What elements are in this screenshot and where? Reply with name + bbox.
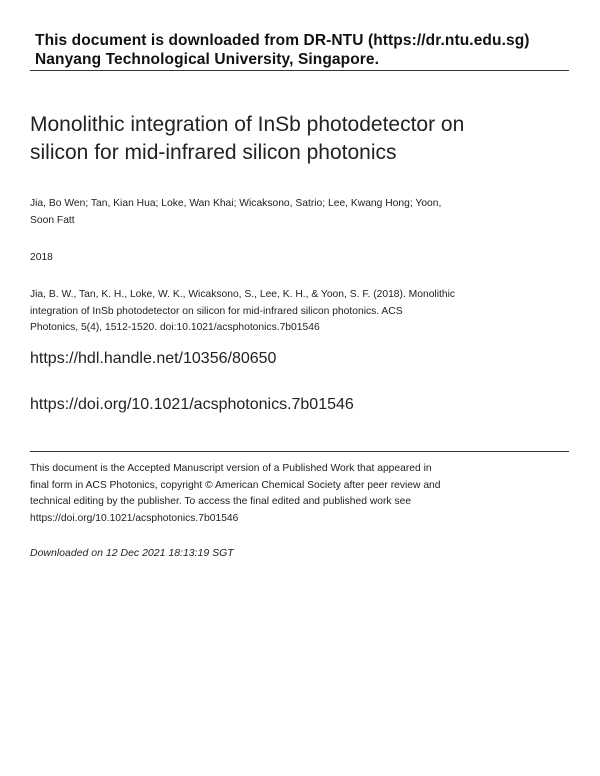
publication-year: 2018: [30, 252, 53, 263]
paper-title-line-1: Monolithic integration of InSb photodetector on: [30, 113, 465, 136]
handle-link[interactable]: https://hdl.handle.net/10356/80650: [30, 350, 277, 367]
citation: [30, 287, 455, 337]
download-timestamp: Downloaded on 12 Dec 2021 18:13:19 SGT: [30, 547, 234, 559]
copyright-notice: [30, 461, 441, 527]
section-divider: [30, 451, 569, 452]
header-divider: [30, 70, 569, 71]
copyright-notice-line-1: This document is the Accepted Manuscript version of a Published Work that appeared in: [30, 463, 432, 474]
repository-header-line-1: This document is downloaded from DR-NTU (https://dr.ntu.edu.sg): [35, 32, 530, 49]
author-list-line-1: Jia, Bo Wen; Tan, Kian Hua; Loke, Wan Khai; Wicaksono, Satrio; Lee, Kwang Hong; Yoon,: [30, 198, 442, 209]
citation-line-3: Photonics, 5(4), 1512-1520. doi:10.1021/acsphotonics.7b01546: [30, 322, 320, 333]
copyright-notice-line-2: final form in ACS Photonics, copyright © American Chemical Society after peer review and: [30, 479, 441, 491]
author-list-line-2: Soon Fatt: [30, 214, 75, 226]
author-list: [30, 196, 441, 229]
copyright-notice-line-4: https://doi.org/10.1021/acsphotonics.7b01546: [30, 512, 239, 524]
repository-header-line-2: Nanyang Technological University, Singapore.: [35, 51, 380, 68]
paper-title-line-2: silicon for mid-infrared silicon photonics: [30, 141, 397, 164]
citation-line-2: integration of InSb photodetector on silicon for mid-infrared silicon photonics. ACS: [30, 305, 403, 317]
copyright-notice-line-3: technical editing by the publisher. To access the final edited and published work see: [30, 496, 412, 507]
paper-title: [30, 111, 550, 167]
citation-line-1: Jia, B. W., Tan, K. H., Loke, W. K., Wicaksono, S., Lee, K. H., & Yoon, S. F. (2018). Monolithic: [30, 289, 456, 300]
doi-link[interactable]: https://doi.org/10.1021/acsphotonics.7b01546: [30, 396, 354, 413]
